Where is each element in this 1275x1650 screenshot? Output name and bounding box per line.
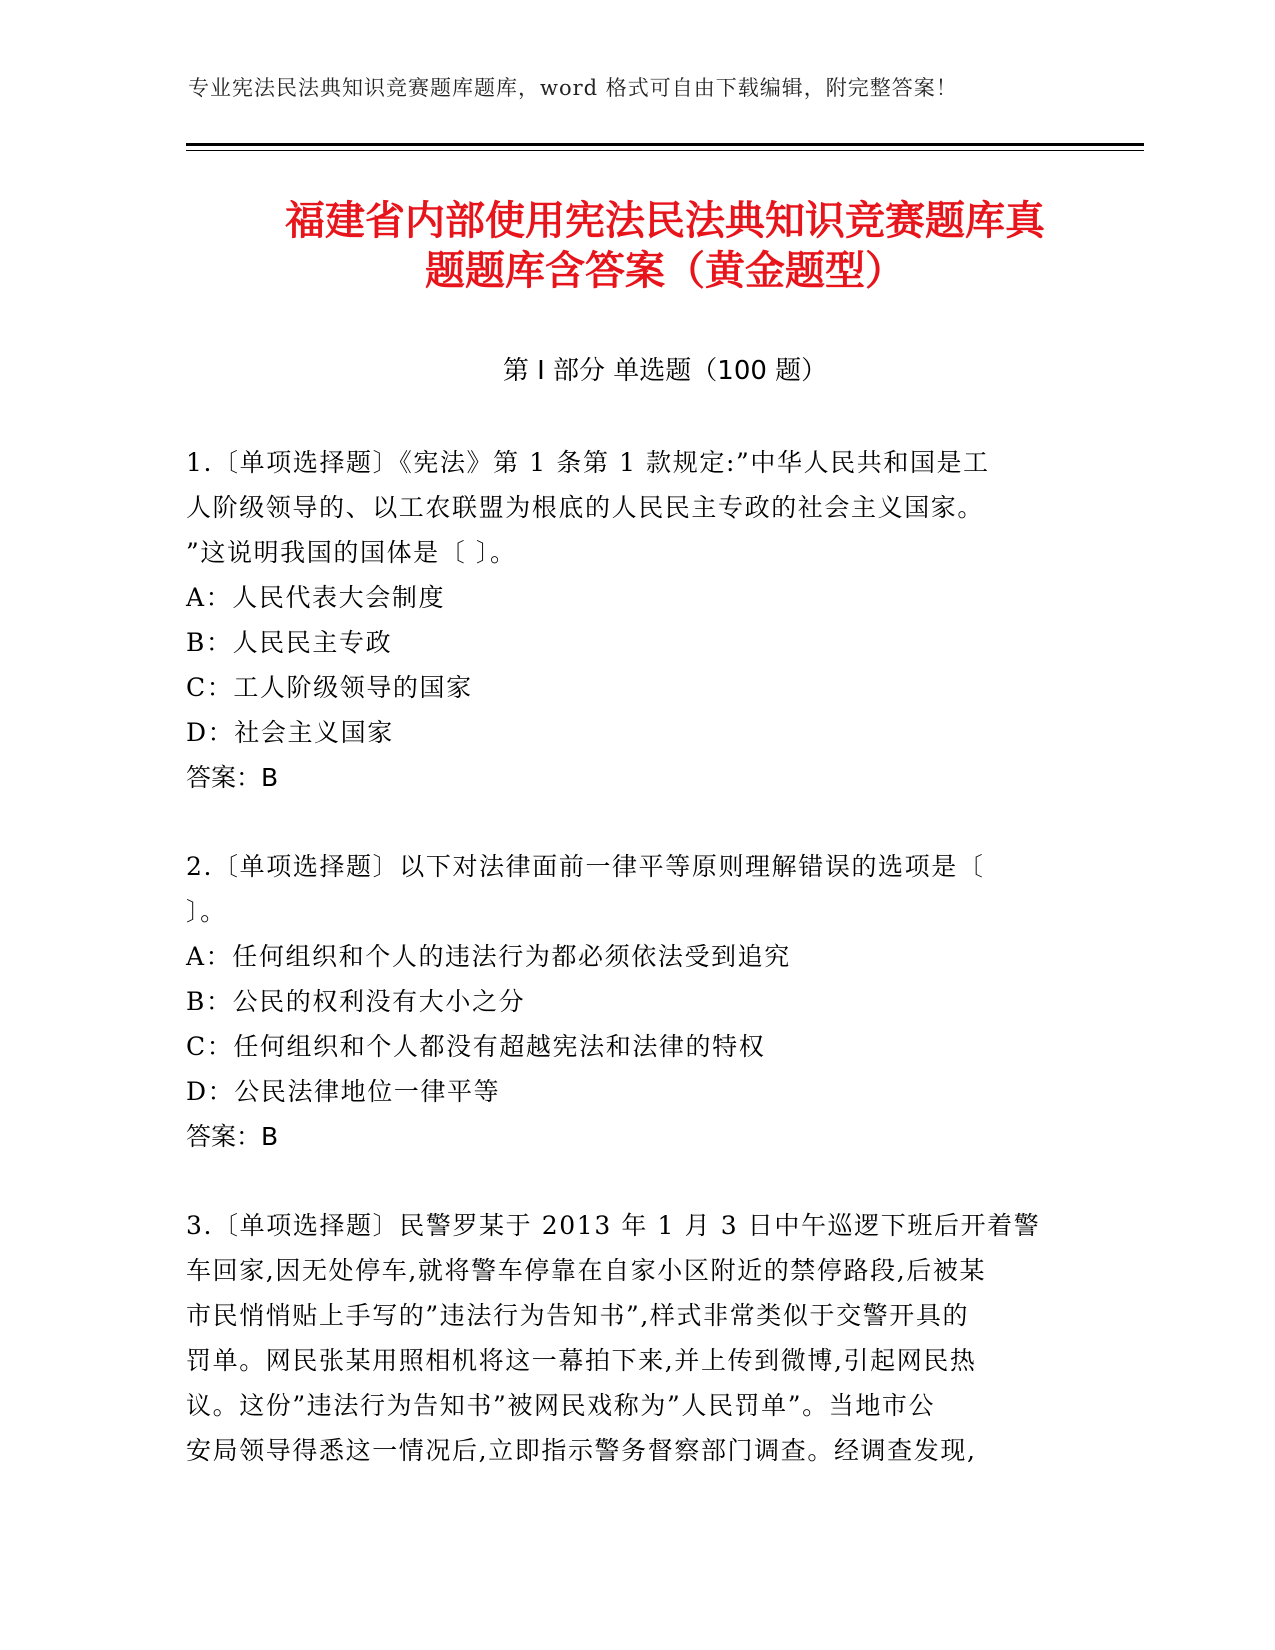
option-a: A：任何组织和个人的违法行为都必须依法受到追究 (186, 942, 791, 971)
option-b: B：公民的权利没有大小之分 (186, 987, 526, 1016)
answer: 答案：B (186, 1122, 279, 1151)
header-note: 专业宪法民法典知识竞赛题库题库，word 格式可自由下载编辑，附完整答案！ (188, 76, 958, 100)
header-rule-thick (186, 143, 1144, 146)
question-stem-line: 市民悄悄贴上手写的”违法行为告知书”,样式非常类似于交警开具的 (186, 1301, 970, 1330)
question-list (186, 440, 1066, 1473)
question-stem-line: 罚单。网民张某用照相机将这一幕拍下来,并上传到微博,引起网民热 (186, 1346, 977, 1375)
question-stem-line: ”这说明我国的国体是〔 〕。 (186, 538, 517, 567)
option-a: A：人民代表大会制度 (186, 583, 446, 612)
title-line-2: 题题库含答案（黄金题型） (425, 248, 905, 294)
question-stem-line: 1.〔单项选择题〕《宪法》第 1 条第 1 款规定:”中华人民共和国是工 (186, 448, 990, 477)
question-1 (186, 440, 1066, 800)
question-3 (186, 1203, 1066, 1473)
option-d: D：公民法律地位一律平等 (186, 1077, 501, 1106)
question-stem-line: 安局领导得悉这一情况后,立即指示警务督察部门调查。经调查发现, (186, 1436, 977, 1465)
option-b: B：人民民主专政 (186, 628, 393, 657)
section-heading: 第 I 部分 单选题（100 题） (502, 356, 828, 386)
question-stem-line: 〕。 (186, 897, 227, 926)
title-line-1: 福建省内部使用宪法民法典知识竞赛题库真 (285, 198, 1045, 244)
option-c: C：任何组织和个人都没有超越宪法和法律的特权 (186, 1032, 766, 1061)
option-c: C：工人阶级领导的国家 (186, 673, 473, 702)
question-2 (186, 844, 1066, 1159)
document-title (186, 196, 1144, 296)
question-stem-line: 3.〔单项选择题〕民警罗某于 2013 年 1 月 3 日中午巡逻下班后开着警 (186, 1211, 1041, 1240)
question-stem-line: 人阶级领导的、以工农联盟为根底的人民民主专政的社会主义国家。 (186, 493, 985, 522)
header-rule-thin (186, 150, 1144, 151)
question-stem-line: 车回家,因无处停车,就将警车停靠在自家小区附近的禁停路段,后被某 (186, 1256, 987, 1285)
question-stem-line: 2.〔单项选择题〕以下对法律面前一律平等原则理解错误的选项是〔 (186, 852, 985, 881)
answer: 答案：B (186, 763, 279, 792)
option-d: D：社会主义国家 (186, 718, 394, 747)
question-stem-line: 议。这份”违法行为告知书”被网民戏称为”人民罚单”。当地市公 (186, 1391, 936, 1420)
